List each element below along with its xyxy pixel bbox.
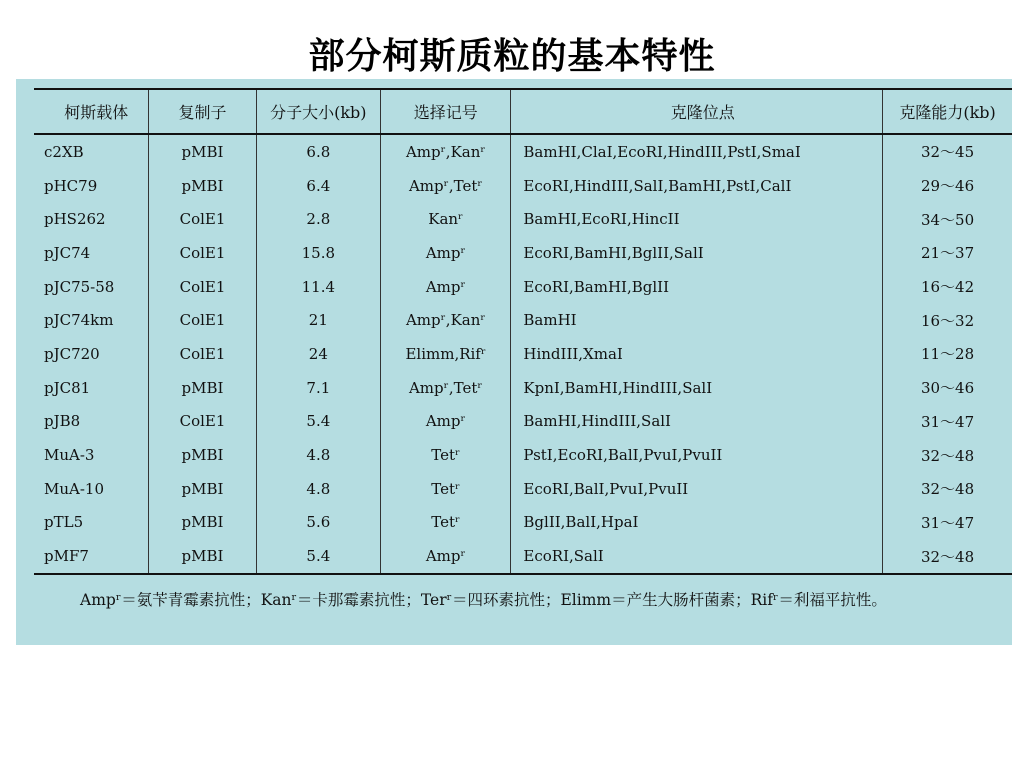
cell-size: 7.1 [256, 371, 381, 405]
table-row [34, 506, 1012, 540]
cell-vector: MuA-10 [34, 472, 149, 506]
cell-capacity: 32～48 [883, 539, 1012, 574]
cell-capacity: 30～46 [920, 379, 975, 398]
cell-marker: Ampʳ,Kanʳ [381, 134, 511, 169]
cell-marker: Kanʳ [381, 202, 511, 236]
table-row [34, 169, 1012, 203]
cell-cloning-sites: EcoRI,SalI [511, 539, 883, 574]
cell-marker: Ampʳ,Tetʳ [381, 169, 511, 203]
cosmid-table [34, 88, 1012, 575]
table-row [34, 134, 1012, 169]
cell-vector: pJC81 [34, 371, 149, 405]
header-replicon: 复制子 [149, 89, 256, 134]
table-row [34, 270, 1012, 304]
cell-capacity: 32～48 [920, 480, 975, 499]
cell-capacity: 31～47 [920, 412, 975, 431]
cell-capacity: 32～45 [920, 143, 975, 162]
cell-cloning-sites: BglII,BalI,HpaI [511, 506, 883, 540]
cell-size: 5.4 [256, 539, 381, 574]
cell-marker: Ampʳ [381, 236, 511, 270]
cell-capacity: 29～46 [920, 177, 975, 196]
header-marker: 选择记号 [381, 89, 511, 134]
cell-size: 6.4 [256, 169, 381, 203]
cell-capacity: 16～42 [920, 278, 975, 297]
cell-cloning-sites: HindIII,XmaI [511, 337, 883, 371]
cell-replicon: pMBI [149, 169, 256, 203]
cell-capacity: 21～37 [920, 244, 975, 263]
table-row [34, 539, 1012, 574]
cell-size: 6.8 [256, 134, 381, 169]
cell-marker: Elimm,Rifʳ [381, 337, 511, 371]
cell-capacity: 31～47 [920, 513, 975, 532]
cell-size: 4.8 [256, 472, 381, 506]
cell-size: 5.4 [256, 405, 381, 439]
table-row [34, 371, 1012, 405]
cell-cloning-sites: BamHI,HindIII,SalI [511, 405, 883, 439]
table-row [34, 236, 1012, 270]
cell-cloning-sites: EcoRI,BalI,PvuI,PvuII [511, 472, 883, 506]
footnote: Ampʳ＝氨苄青霉素抗性；Kanʳ＝卡那霉素抗性；Terʳ＝四环素抗性；Elimm＝产生大肠杆菌素；Rifʳ＝利福平抗性。 [80, 591, 887, 609]
cell-size: 4.8 [256, 438, 381, 472]
cell-size: 2.8 [256, 202, 381, 236]
cell-replicon: ColE1 [149, 270, 256, 304]
cell-replicon: pMBI [149, 539, 256, 574]
cell-marker: Tetʳ [381, 472, 511, 506]
header-capacity: 克隆能力(kb) [883, 89, 1012, 134]
table-panel [16, 79, 1012, 645]
cell-replicon: ColE1 [149, 337, 256, 371]
cell-replicon: pMBI [149, 472, 256, 506]
header-vector: 柯斯载体 [34, 89, 149, 134]
table-row [34, 405, 1012, 439]
table-row [34, 472, 1012, 506]
table-row [34, 303, 1012, 337]
cell-cloning-sites: EcoRI,BamHI,BglII,SalI [511, 236, 883, 270]
cell-cloning-sites: BamHI,EcoRI,HincII [511, 202, 883, 236]
table-row [34, 438, 1012, 472]
cell-replicon: ColE1 [149, 236, 256, 270]
cell-capacity: 16～32 [920, 311, 975, 330]
cell-vector: pMF7 [34, 539, 149, 574]
cell-cloning-sites: EcoRI,HindIII,SalI,BamHI,PstI,CalI [511, 169, 883, 203]
cell-replicon: ColE1 [149, 303, 256, 337]
cell-vector: MuA-3 [34, 438, 149, 472]
cell-vector: pHC79 [34, 169, 149, 203]
cell-size: 11.4 [256, 270, 381, 304]
cell-cloning-sites: EcoRI,BamHI,BglII [511, 270, 883, 304]
cell-size: 5.6 [256, 506, 381, 540]
cell-cloning-sites: KpnI,BamHI,HindIII,SalI [511, 371, 883, 405]
cell-cloning-sites: BamHI [511, 303, 883, 337]
table-row [34, 202, 1012, 236]
cell-replicon: pMBI [149, 371, 256, 405]
cell-cloning-sites: BamHI,ClaI,EcoRI,HindIII,PstI,SmaI [511, 134, 883, 169]
cell-marker: Ampʳ,Tetʳ [381, 371, 511, 405]
table-row [34, 337, 1012, 371]
cell-vector: pJC75-58 [34, 270, 149, 304]
cell-capacity: 11～28 [920, 345, 975, 364]
cell-vector: pJB8 [34, 405, 149, 439]
cell-marker: Ampʳ [381, 270, 511, 304]
cell-vector: c2XB [34, 134, 149, 169]
cell-capacity: 34～50 [920, 210, 975, 229]
cell-vector: pJC74km [34, 303, 149, 337]
cell-replicon: pMBI [149, 438, 256, 472]
cell-replicon: pMBI [149, 506, 256, 540]
cell-replicon: ColE1 [149, 405, 256, 439]
cell-vector: pJC720 [34, 337, 149, 371]
header-cloning-sites: 克隆位点 [511, 89, 883, 134]
cell-vector: pTL5 [34, 506, 149, 540]
cell-marker: Tetʳ [381, 438, 511, 472]
table-header-row [34, 89, 1012, 134]
cell-vector: pJC74 [34, 236, 149, 270]
header-size: 分子大小(kb) [256, 89, 381, 134]
page-title: 部分柯斯质粒的基本特性 [308, 36, 716, 77]
cell-size: 15.8 [256, 236, 381, 270]
cell-size: 24 [256, 337, 381, 371]
cell-marker: Ampʳ,Kanʳ [381, 303, 511, 337]
cell-vector: pHS262 [34, 202, 149, 236]
cell-marker: Tetʳ [381, 506, 511, 540]
cell-replicon: pMBI [149, 134, 256, 169]
cell-size: 21 [256, 303, 381, 337]
cell-marker: Ampʳ [381, 405, 511, 439]
cell-replicon: ColE1 [149, 202, 256, 236]
cell-cloning-sites: PstI,EcoRI,BalI,PvuI,PvuII [511, 438, 883, 472]
cell-marker: Ampʳ [381, 539, 511, 574]
cell-capacity: 32～48 [920, 446, 975, 465]
